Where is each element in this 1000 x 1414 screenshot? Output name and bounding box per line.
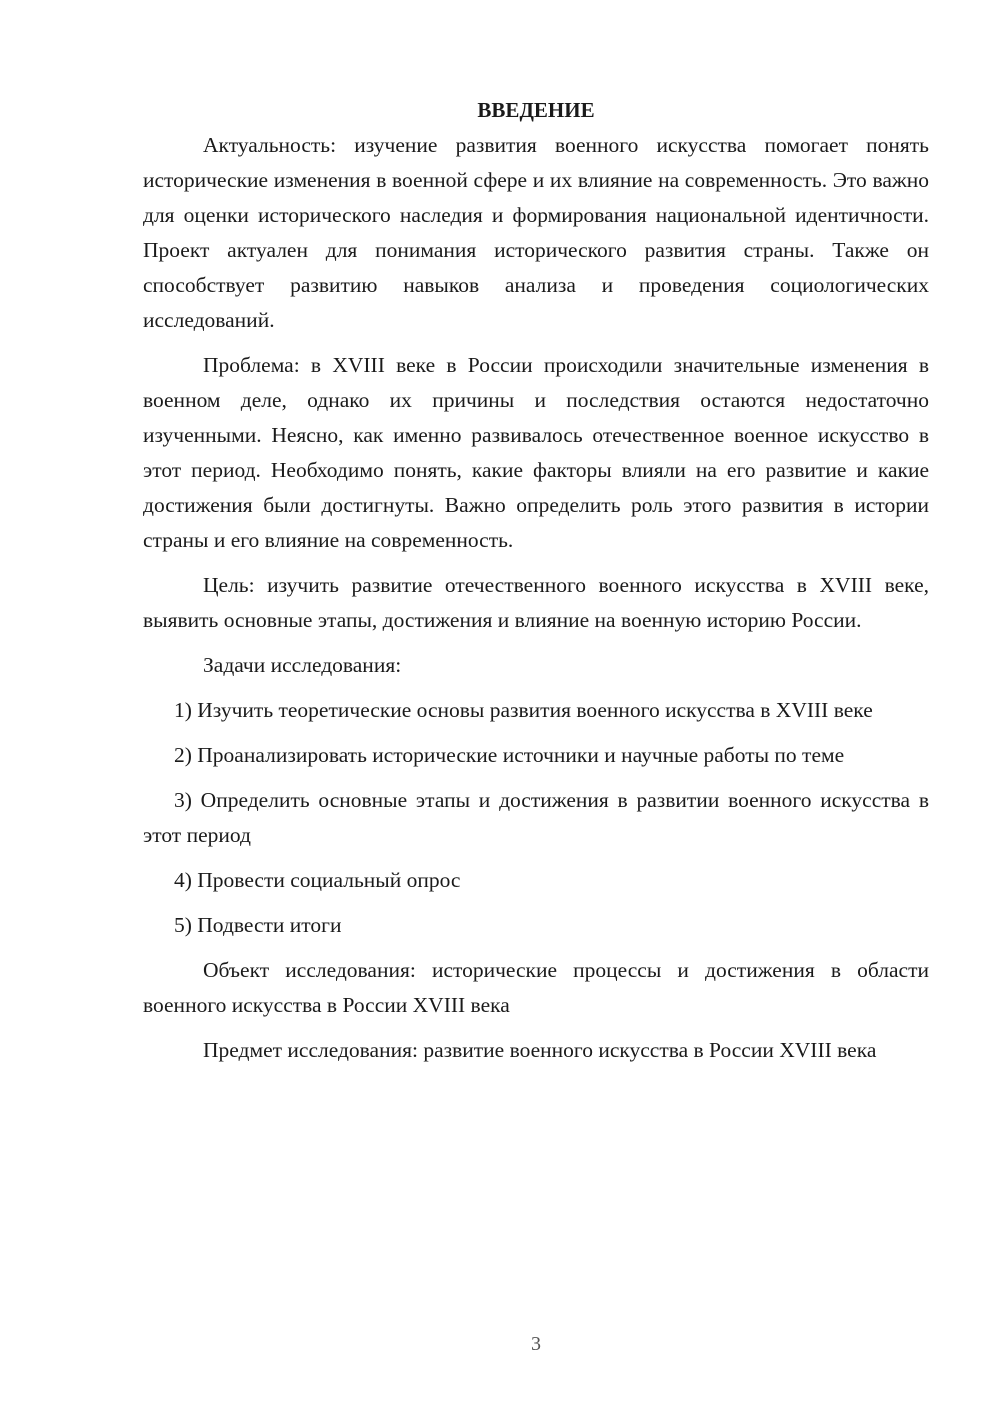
paragraph-object: Объект исследования: исторические процессы и достижения в области военного искусства в России XVIII века — [143, 958, 929, 1017]
document-title: ВВЕДЕНИЕ — [477, 98, 595, 122]
list-item: 1) Изучить теоретические основы развития военного искусства в XVIII веке — [174, 698, 873, 722]
paragraph-relevance: Актуальность: изучение развития военного искусства помогает понять исторические изменения в военной сфере и их влияние на современность. Это важно для оценки исторического наследия и формирования национальной идентичности. Проект актуален для понимания исторического развития страны. Также он способствует развитию навыков анализа и проведения социологических исследований. — [143, 133, 929, 332]
list-item: 4) Провести социальный опрос — [174, 868, 461, 892]
list-item: 2) Проанализировать исторические источники и научные работы по теме — [174, 743, 845, 767]
paragraph-subject: Предмет исследования: развитие военного искусства в России XVIII века — [203, 1038, 877, 1062]
document-page — [143, 93, 929, 1078]
tasks-heading: Задачи исследования: — [203, 653, 402, 677]
paragraph-goal: Цель: изучить развитие отечественного военного искусства в XVIII веке, выявить основные этапы, достижения и влияние на военную историю России. — [143, 573, 929, 632]
page-number: 3 — [531, 1333, 541, 1355]
tasks-list — [143, 693, 929, 943]
list-item: 5) Подвести итоги — [174, 913, 342, 937]
paragraph-problem: Проблема: в XVIII веке в России происходили значительные изменения в военном деле, однако их причины и последствия остаются недостаточно изученными. Неясно, как именно развивалось отечественное военное искусство в этот период. Необходимо понять, какие факторы влияли на его развитие и какие достижения были достигнуты. Важно определить роль этого развития в истории страны и его влияние на современность. — [143, 353, 929, 552]
list-item: 3) Определить основные этапы и достижения в развитии военного искусства в этот период — [143, 788, 929, 847]
